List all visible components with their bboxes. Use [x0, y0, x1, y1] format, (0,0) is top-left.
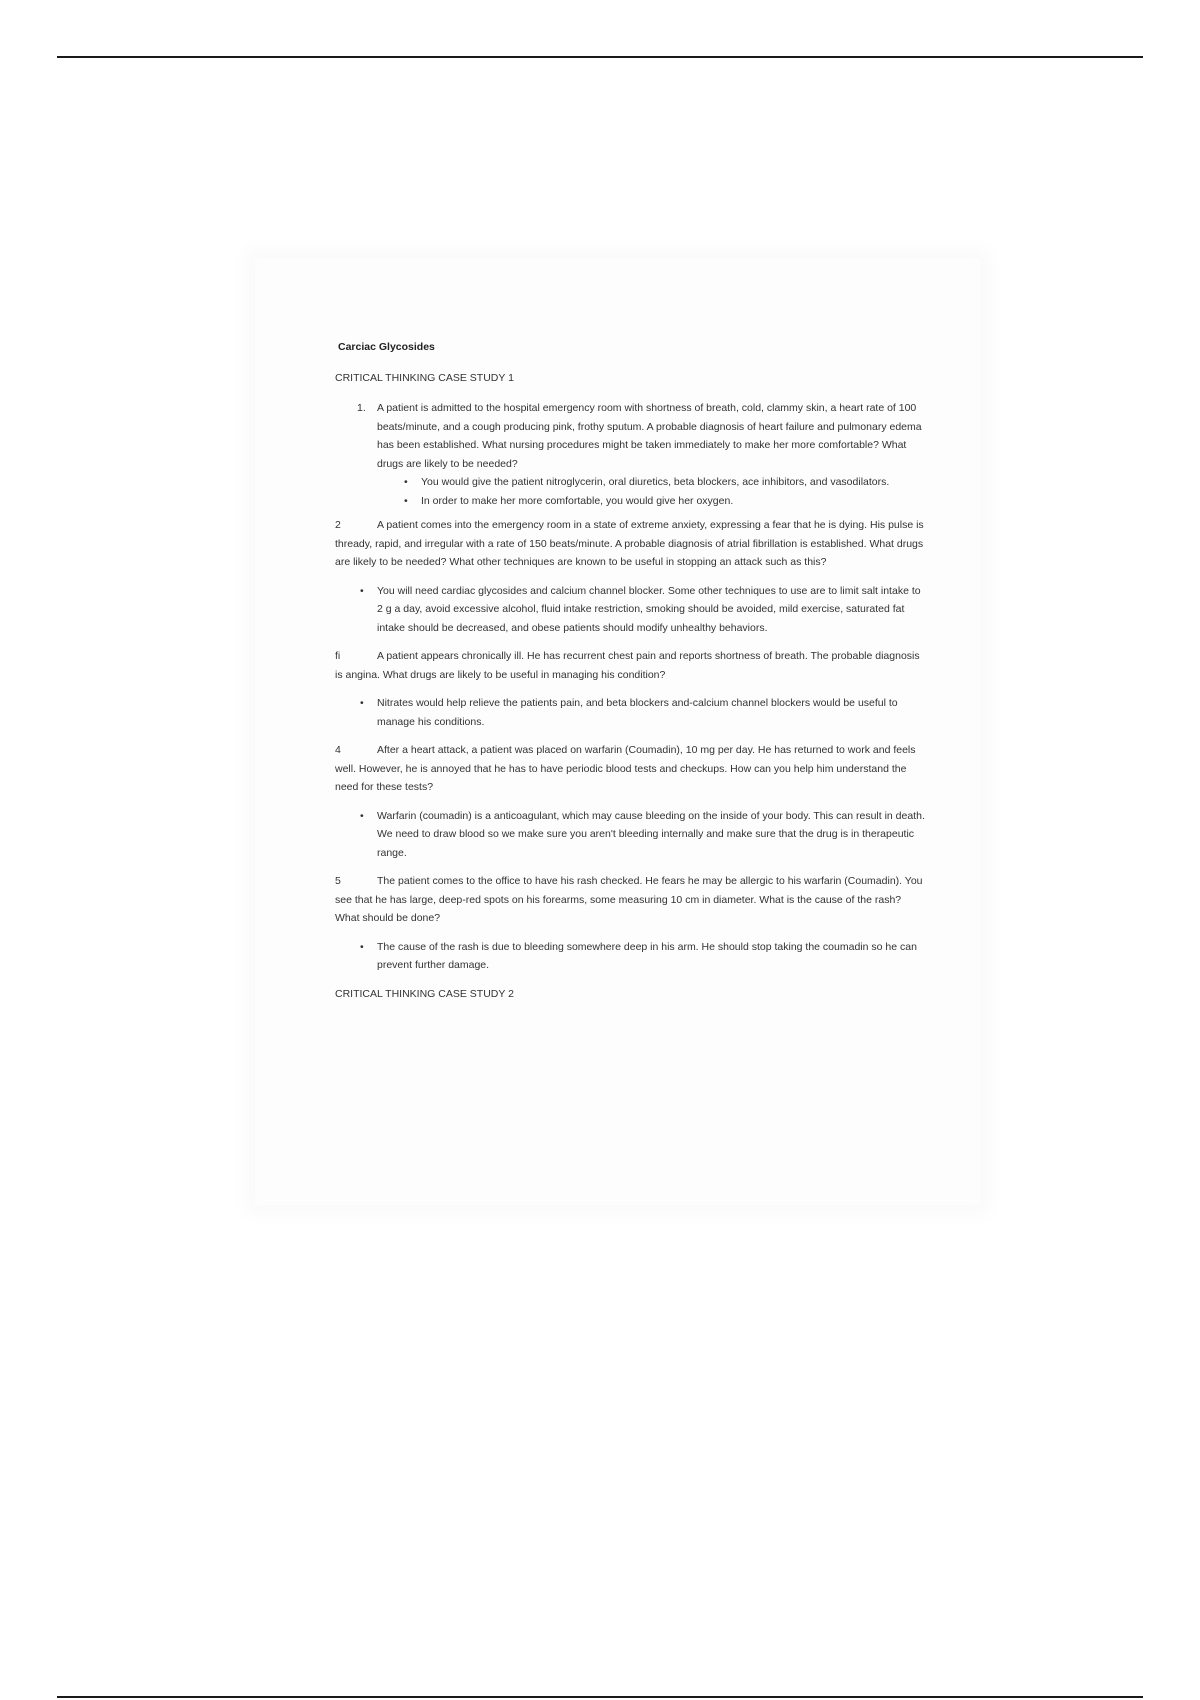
answer-item: • You will need cardiac glycosides and calcium channel blocker. Some other techniques to use are to limit salt intake to 2 g a day, avoid excessive alcohol, fluid intake restriction, smoking should be avoided, mild exercise, saturated fat intake should be decreased, and obese patients should modify unhealthy behaviors. [357, 582, 925, 638]
question-number: 5 [335, 875, 341, 887]
question-number: 1. [357, 402, 366, 414]
answer-list [357, 938, 925, 975]
question-text: A patient appears chronically ill. He has recurrent chest pain and reports shortness of breath. The probable diagnosis is angina. What drugs are likely to be useful in managing his condition? [335, 650, 920, 681]
question-3 [335, 647, 925, 684]
question-text: After a heart attack, a patient was placed on warfarin (Coumadin), 10 mg per day. He has returned to work and feels well. However, he is annoyed that he has to have periodic blood tests and checkups. How can you help him understand the need for these tests? [335, 744, 916, 793]
case-study-1-heading: CRITICAL THINKING CASE STUDY 1 [335, 371, 514, 384]
document-body [335, 338, 925, 1015]
answer-item: • Warfarin (coumadin) is a anticoagulant, which may cause bleeding on the inside of your body. This can result in death. We need to draw blood so we make sure you aren't bleeding internally and make sure that the drug is in therapeutic range. [357, 807, 925, 863]
question-text: A patient is admitted to the hospital emergency room with shortness of breath, cold, clammy skin, a heart rate of 100 beats/minute, and a cough producing pink, frothy sputum. A probable diagnosis of heart failure and pulmonary edema has been established. What nursing procedures might be taken immediately to make her more comfortable? What drugs are likely to be needed? [377, 402, 922, 470]
question-number: 2 [335, 519, 341, 531]
scanned-page [255, 258, 980, 1205]
answer-item: • Nitrates would help relieve the patients pain, and beta blockers and-calcium channel blockers would be useful to manage his conditions. [357, 694, 925, 731]
answer-list [357, 694, 925, 731]
question-number: fi [335, 650, 341, 662]
document-title: Carciac Glycosides [338, 341, 435, 353]
question-1 [335, 399, 925, 510]
question-5 [335, 872, 925, 928]
top-divider [57, 56, 1143, 58]
case-study-2-heading: CRITICAL THINKING CASE STUDY 2 [335, 987, 514, 1000]
question-2 [335, 516, 925, 572]
answer-item: • You would give the patient nitroglycerin, oral diuretics, beta blockers, ace inhibitors, and vasodilators. [401, 473, 925, 492]
question-4 [335, 741, 925, 797]
answer-list [357, 807, 925, 863]
answer-list [401, 473, 925, 510]
bottom-divider [57, 1696, 1143, 1698]
answer-item: • The cause of the rash is due to bleeding somewhere deep in his arm. He should stop taking the coumadin so he can prevent further damage. [357, 938, 925, 975]
answer-list [357, 582, 925, 638]
question-text: A patient comes into the emergency room in a state of extreme anxiety, expressing a fear that he is dying. His pulse is thready, rapid, and irregular with a rate of 150 beats/minute. A probable diagnosis of atrial fibrillation is established. What drugs are likely to be needed? What other techniques are known to be useful in stopping an attack such as this? [335, 519, 924, 568]
question-number: 4 [335, 744, 341, 756]
answer-item: • In order to make her more comfortable, you would give her oxygen. [401, 492, 925, 511]
question-text: The patient comes to the office to have his rash checked. He fears he may be allergic to his warfarin (Coumadin). You see that he has large, deep-red spots on his forearms, some measuring 10 cm in diameter. What is the cause of the rash? What should be done? [335, 875, 923, 924]
